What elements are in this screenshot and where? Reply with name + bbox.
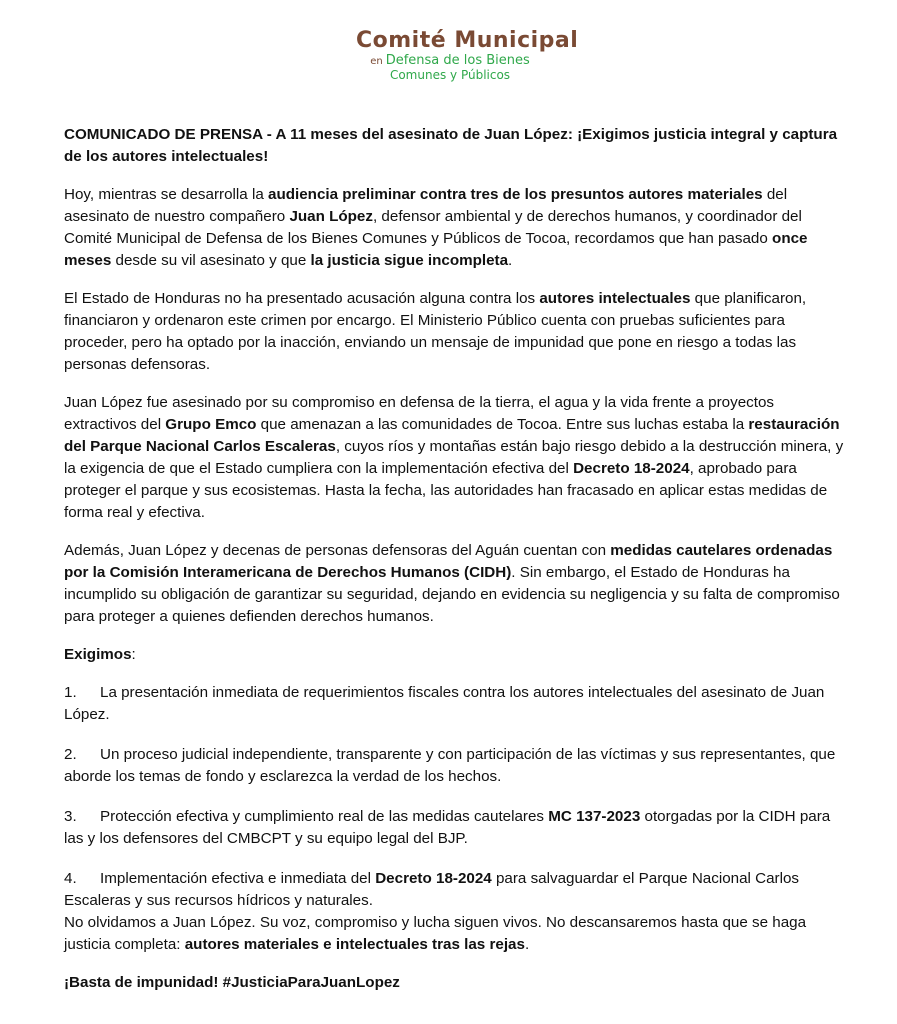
p4-text-2: . Sin embargo, el Estado de Honduras ha incumplido su obligación de garantizar su seguridad, dejando en evidencia su negligencia y su falta de compromiso para proteger a quienes defienden derechos humanos. xyxy=(64,564,840,625)
demand-item-4 xyxy=(64,868,844,912)
demand-item-2 xyxy=(64,744,844,788)
p3-text-3: , cuyos ríos y montañas están bajo riesgo debido a la destrucción minera, y la exigencia de que el Estado cumpliera con la implementación efectiva del xyxy=(64,438,844,477)
press-release-title: COMUNICADO DE PRENSA - A 11 meses del asesinato de Juan López: ¡Exigimos justicia integral y captura de los autores intelectuales! xyxy=(64,126,838,165)
demand-number: 4. xyxy=(64,870,77,887)
demand-text-2: para salvaguardar el Parque Nacional Carlos Escaleras y sus recursos hídricos y naturales. xyxy=(64,870,800,909)
closing-paragraph xyxy=(64,912,844,956)
p1-text-1: Hoy, mientras se desarrolla la xyxy=(64,186,268,203)
p3-text-2: que amenazan a las comunidades de Tocoa. Entre sus luchas estaba la xyxy=(256,416,749,433)
demand-text-1: Protección efectiva y cumplimiento real de las medidas cautelares xyxy=(100,808,549,825)
p1-bold-2: Juan López xyxy=(289,208,373,225)
demands-heading-colon: : xyxy=(131,646,136,663)
demand-item-1 xyxy=(64,682,844,726)
logo-line-3: Comunes y Públicos xyxy=(389,68,511,82)
p2-bold-1: autores intelectuales xyxy=(539,290,691,307)
paragraph-1 xyxy=(64,184,844,272)
committee-logo xyxy=(356,28,579,92)
closing-text-1: No olvidamos a Juan López. Su voz, compromiso y lucha siguen vivos. No descansaremos hasta que se haga justicia completa: xyxy=(64,914,807,953)
closing-bold: autores materiales e intelectuales tras las rejas xyxy=(184,936,525,953)
logo-line-2-prefix: en xyxy=(370,56,383,67)
p3-bold-2: restauración del Parque Nacional Carlos Escaleras xyxy=(64,416,840,455)
p4-text-1: Además, Juan López y decenas de personas defensoras del Aguán cuentan con xyxy=(64,542,611,559)
press-release-body xyxy=(64,124,844,994)
p1-bold-4: la justicia sigue incompleta xyxy=(310,252,509,269)
p3-text-4: , aprobado para proteger el parque y sus ecosistemas. Hasta la fecha, las autoridades han fracasado en aplicar estas medidas de forma real y efectiva. xyxy=(64,460,828,521)
demand-text: La presentación inmediata de requerimientos fiscales contra los autores intelectuales del asesinato de Juan López. xyxy=(64,684,825,723)
demand-number: 2. xyxy=(64,746,77,763)
p3-text-1: Juan López fue asesinado por su compromiso en defensa de la tierra, el agua y la vida frente a proyectos extractivos del xyxy=(64,394,775,433)
p1-text-3: , defensor ambiental y de derechos humanos, y coordinador del Comité Municipal de Defensa de los Bienes Comunes y Públicos de Tocoa, recordamos que han pasado xyxy=(64,208,802,247)
p1-bold-1: audiencia preliminar contra tres de los presuntos autores materiales xyxy=(268,186,763,203)
logo-line-1: Comité Municipal xyxy=(356,28,579,53)
paragraph-4 xyxy=(64,540,844,628)
demand-text: Un proceso judicial independiente, transparente y con participación de las víctimas y sus representantes, que aborde los temas de fondo y esclarezca la verdad de los hechos. xyxy=(64,746,836,785)
paragraph-3 xyxy=(64,392,844,524)
demand-bold: Decreto 18-2024 xyxy=(375,870,492,887)
p4-bold-1: medidas cautelares ordenadas por la Comisión Interamericana de Derechos Humanos (CIDH) xyxy=(64,542,833,581)
closing-text-2: . xyxy=(524,936,530,953)
demand-number: 1. xyxy=(64,684,77,701)
demand-number: 3. xyxy=(64,808,77,825)
p3-bold-3: Decreto 18-2024 xyxy=(573,460,690,477)
demand-bold: MC 137-2023 xyxy=(548,808,641,825)
demands-heading-text: Exigimos xyxy=(64,646,132,663)
demand-text-2: otorgadas por la CIDH para las y los defensores del CMBCPT y su equipo legal del BJP. xyxy=(64,808,831,847)
demand-item-3 xyxy=(64,806,844,850)
demand-text-1: Implementación efectiva e inmediata del xyxy=(100,870,376,887)
final-slogan: ¡Basta de impunidad! #JusticiaParaJuanLopez xyxy=(64,974,400,991)
p3-bold-1: Grupo Emco xyxy=(165,416,257,433)
paragraph-2 xyxy=(64,288,844,376)
p1-text-4: desde su vil asesinato y que xyxy=(111,252,311,269)
p1-text-5: . xyxy=(508,252,513,269)
logo-line-2 xyxy=(356,54,544,69)
p2-text-1: El Estado de Honduras no ha presentado acusación alguna contra los xyxy=(64,290,540,307)
p2-text-2: que planificaron, financiaron y ordenaron este crimen por encargo. El Ministerio Público cuenta con pruebas suficientes para proceder, pero ha optado por la inacción, enviando un mensaje de impunidad que pone en riesgo a todas las personas defensoras. xyxy=(64,290,807,373)
p1-text-2: del asesinato de nuestro compañero xyxy=(64,186,788,225)
demands-heading xyxy=(64,644,844,666)
p1-bold-3: once meses xyxy=(64,230,808,269)
logo-line-2-text: Defensa de los Bienes xyxy=(385,53,530,68)
